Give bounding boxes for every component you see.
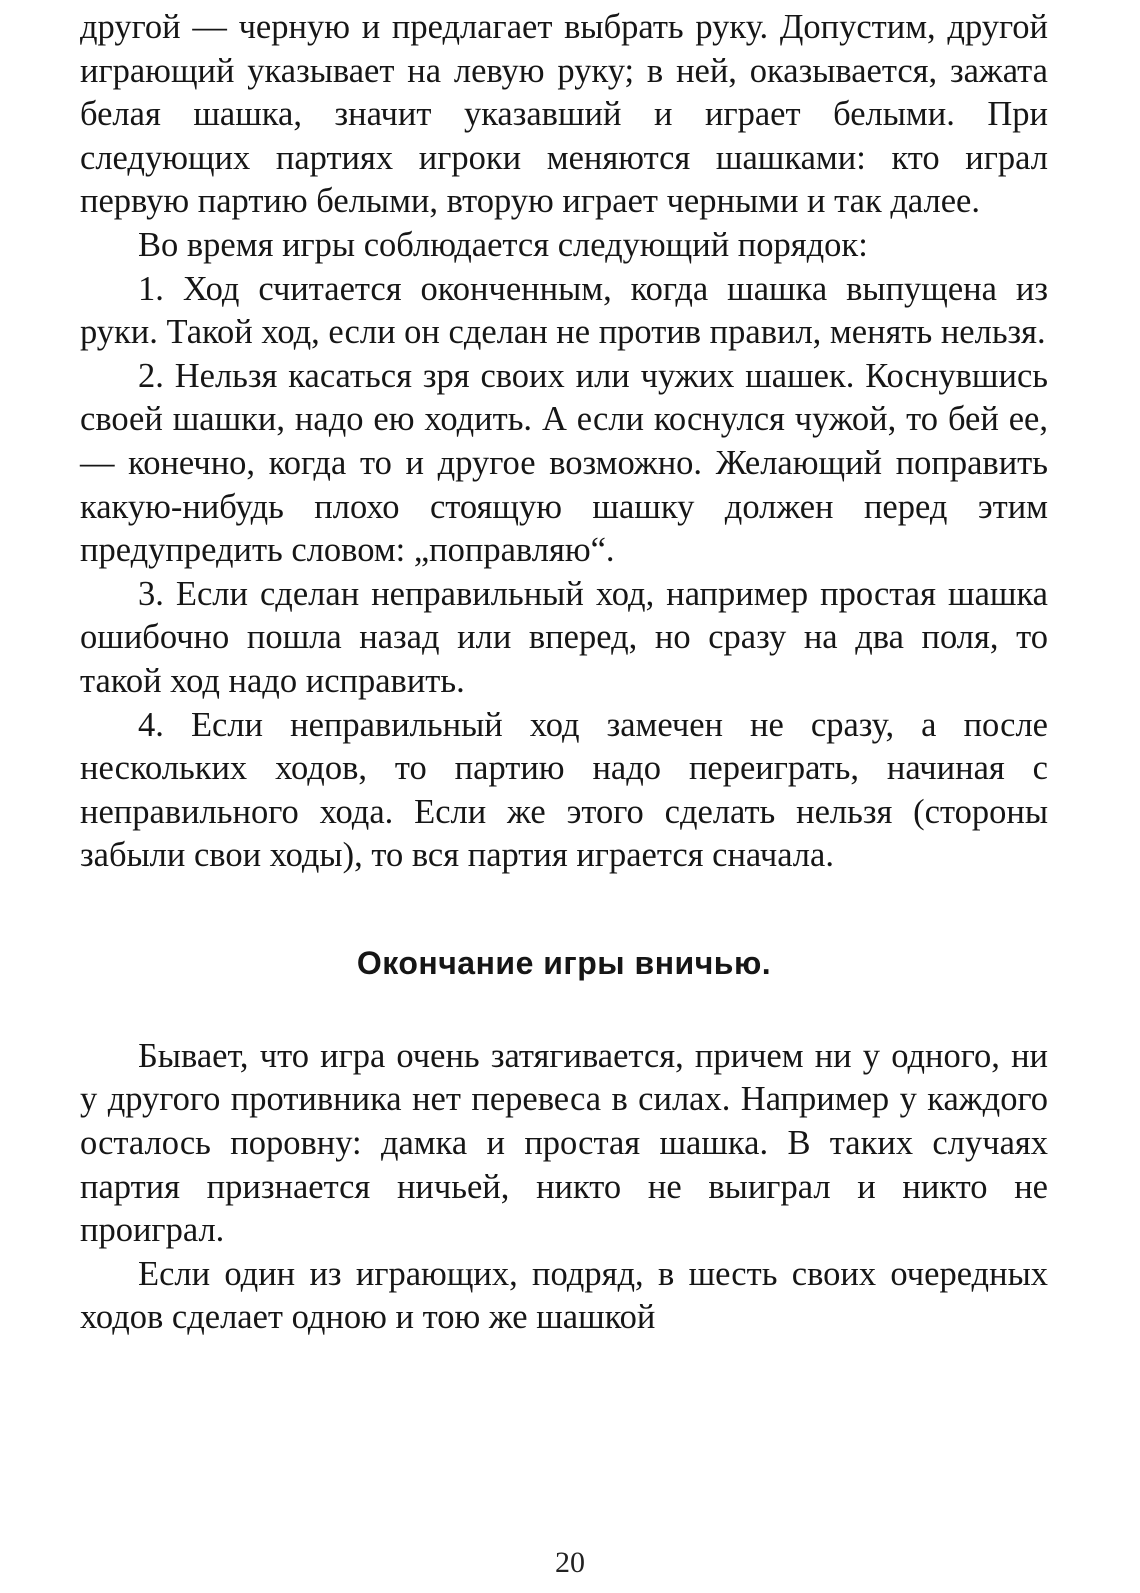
paragraph-six-moves: Если один из играющих, подряд, в шесть своих очередных ходов сделает одною и тою же шашкой — [80, 1254, 1048, 1337]
paragraph-draw-explanation: Бывает, что игра очень затягивается, причем ни у одного, ни у другого противника нет перевеса в силах. Например у каждого осталось поровну: дамка и простая шашка. В таких случаях партия признается ничьей, никто не выиграл и никто не проиграл. — [80, 1036, 1048, 1250]
page-text — [80, 6, 1048, 1340]
rule-3-paragraph: 3. Если сделан неправильный ход, например простая шашка ошибочно пошла назад или вперед, но сразу на два поля, то такой ход надо исправить. — [80, 574, 1048, 700]
rule-2-paragraph: 2. Нельзя касаться зря своих или чужих шашек. Коснувшись своей шашки, надо ею ходить. А если коснулся чужой, то бей ее, — конечно, когда то и другое возможно. Желающий поправить какую-нибудь плохо стоящую шашку должен перед этим предупредить словом: „поправляю“. — [80, 356, 1048, 570]
rule-1-paragraph: 1. Ход считается оконченным, когда шашка выпущена из руки. Такой ход, если он сделан не против правил, менять нельзя. — [80, 269, 1048, 352]
rule-4-paragraph: 4. Если неправильный ход замечен не сразу, а после нескольких ходов, то партию надо переиграть, начиная с неправильного хода. Если же этого сделать нельзя (стороны забыли свои ходы), то вся партия играется сначала. — [80, 705, 1048, 875]
draw-section — [80, 1035, 1048, 1340]
section-heading: Окончание игры вничью. — [356, 944, 772, 981]
paragraph-choosing-color: другой — черную и предлагает выбрать руку. Допустим, другой играющий указывает на левую руку; в ней, оказывается, зажата белая шашка, значит указавший и играет белыми. При следующих партиях игроки меняются шашками: кто играл первую партию белыми, вторую играет черными и так далее. — [80, 8, 1048, 221]
page-number: 20 — [555, 1546, 585, 1579]
paragraph-order-intro: Во время игры соблюдается следующий порядок: — [138, 225, 868, 264]
